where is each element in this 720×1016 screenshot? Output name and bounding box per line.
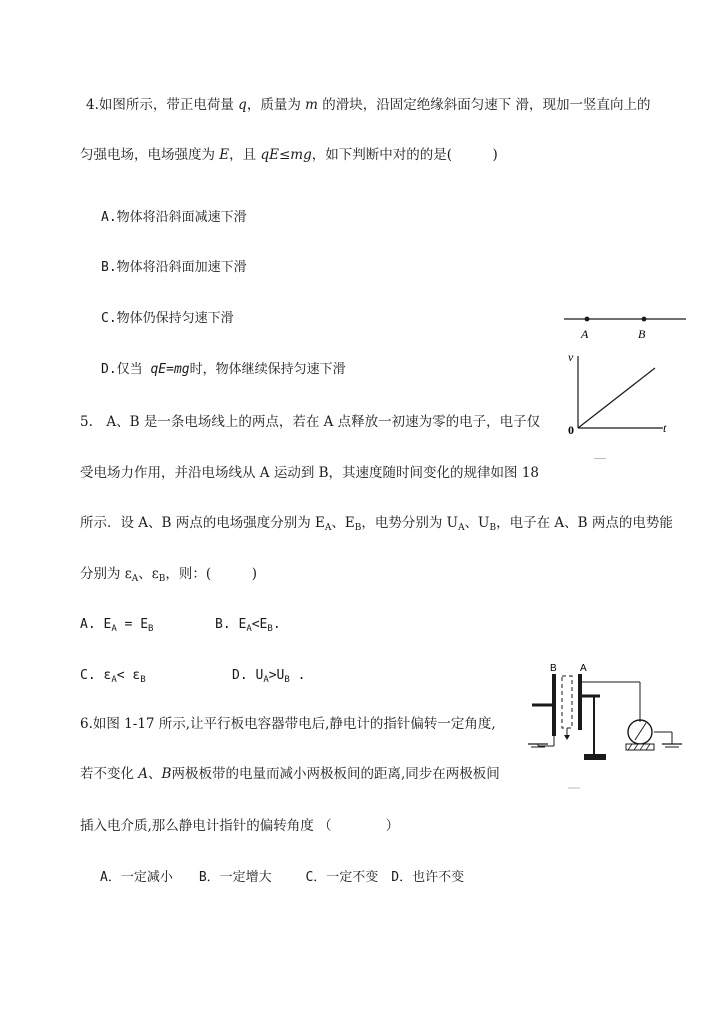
- q4-option-d: D.仅当 qE=mg时，物体继续保持匀速下滑: [101, 362, 346, 377]
- q4-line-2: 匀强电场，电场强度为 E，且 qE≤mg，如下判断中对的的是( ): [80, 147, 498, 163]
- q4-option-a: A.物体将沿斜面减速下滑: [101, 210, 247, 225]
- q5-line-4: 分别为 $\varepsilon_A$、$\varepsilon_B$，则：( ): [80, 566, 257, 584]
- q6-line-3: 插入电介质,那么静电计指针的偏转角度 （ ）: [80, 818, 400, 834]
- stand-base: [584, 754, 606, 760]
- q5-option-c: C. $\varepsilon_A< \varepsilon_B$: [80, 668, 146, 685]
- velocity-time-graph: [565, 350, 685, 440]
- q5-option-d: D. $U_A>U_B$ .: [232, 668, 306, 685]
- plate-b: [552, 674, 556, 736]
- point-a-label: A: [581, 327, 589, 341]
- q6-line-2: 若不变化 A、B两极板带的电量而减小两极板间的距离,同步在两极板间: [80, 766, 500, 782]
- q4-option-c: C.物体仍保持匀速下滑: [101, 311, 234, 326]
- point-b-dot: [642, 317, 647, 322]
- q4-line-1: 4.如图所示，带正电荷量 q，质量为 m 的滑块，沿固定绝缘斜面匀速下 滑，现加一竖直向上的: [86, 97, 651, 113]
- v-axis-label: v: [568, 350, 574, 364]
- electroscope-needle: [635, 723, 646, 740]
- velocity-line: [578, 368, 655, 428]
- t-axis-label: t: [663, 421, 667, 435]
- point-a-dot: [585, 317, 590, 322]
- q6-options: A．一定减小 B．一定增大 C．一定不变 D．也许不变: [100, 870, 465, 885]
- q5-line-3: 所示．设 A、B 两点的电场强度分别为 $E_A$、$E_B$，电势分别为 $U_A$、$U_B$，电子在 A、B 两点的电势能: [80, 515, 673, 533]
- q5-line-2: 受电场力作用，并沿电场线从 A 运动到 B，其速度随时间变化的规律如图 18: [80, 465, 540, 481]
- q5-option-b: B. $E_A<E_B$.: [215, 617, 281, 634]
- origin-label: 0: [568, 423, 574, 437]
- plate-b-label: B: [550, 663, 557, 674]
- point-b-label: B: [638, 327, 646, 341]
- field-line-figure: [562, 310, 692, 340]
- figure-caption-smudge: [594, 458, 606, 459]
- q5-option-a: A. $E_A = E_B$: [80, 617, 154, 634]
- dielectric-slab: [562, 676, 572, 728]
- capacitor-electroscope-figure: [522, 660, 687, 795]
- q4-option-b: B.物体将沿斜面加速下滑: [101, 260, 247, 275]
- plate-a-label: A: [580, 663, 587, 674]
- plate-a: [578, 674, 582, 730]
- q6-line-1: 6.如图 1-17 所示,让平行板电容器带电后,静电计的指针偏转一定角度,: [80, 716, 496, 732]
- q5-line-1: 5. A、B 是一条电场线上的两点，若在 A 点释放一初速为零的电子，电子仅: [80, 414, 541, 430]
